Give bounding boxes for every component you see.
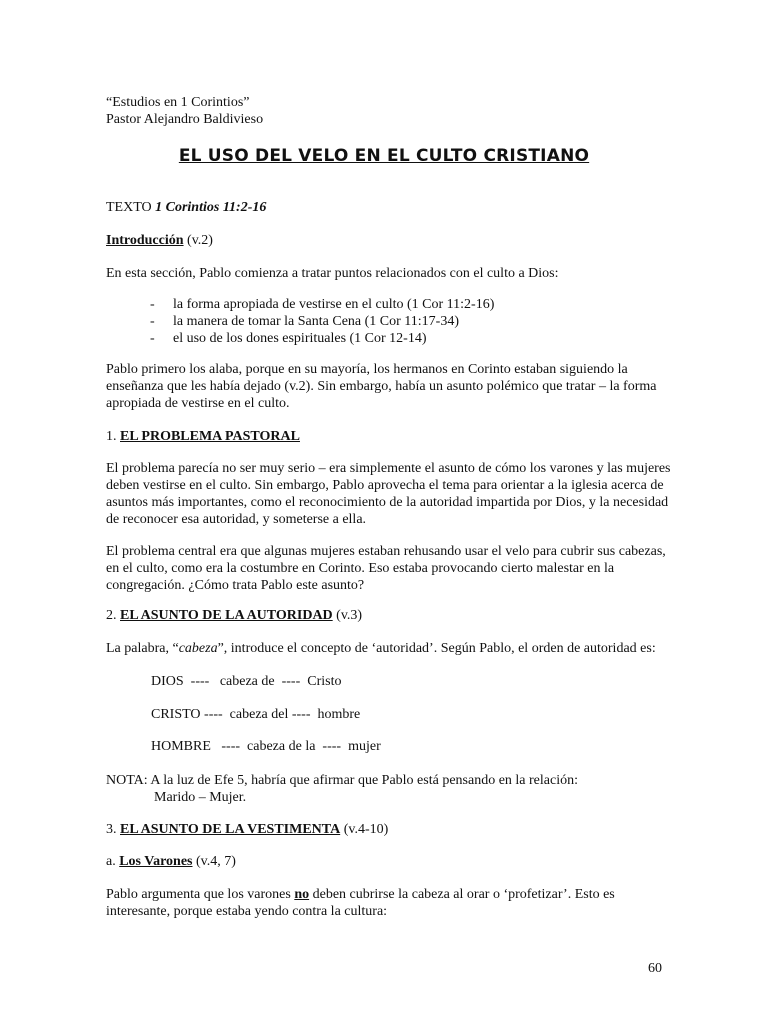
no-emphasis: no xyxy=(294,887,310,902)
subsection-a-letter: a. xyxy=(106,854,120,869)
section3-paragraph xyxy=(106,886,676,920)
section1-heading: EL PROBLEMA PASTORAL xyxy=(120,429,300,444)
section2-heading-line xyxy=(106,607,676,624)
section2-ref: (v.3) xyxy=(332,608,363,623)
dash-bullet: - xyxy=(150,297,155,312)
section3-heading: EL ASUNTO DE LA VESTIMENTA xyxy=(120,822,341,837)
list-item xyxy=(150,330,670,347)
texto-line xyxy=(106,199,676,216)
authority-order-line-2: CRISTO ---- cabeza del ---- hombre xyxy=(151,707,361,722)
section3-text-after: deben cubrirse la cabeza al orar o ‘profetizar’. Esto es interesante, porque estaba yendo contra la cultura: xyxy=(106,887,615,919)
introduccion-intro-line: En esta sección, Pablo comienza a tratar puntos relacionados con el culto a Dios: xyxy=(106,266,559,281)
section3-text-before: Pablo argumenta que los varones xyxy=(106,887,295,902)
list-item xyxy=(150,296,670,313)
introduccion-heading: Introducción xyxy=(106,233,184,248)
document-title: EL USO DEL VELO EN EL CULTO CRISTIANO xyxy=(178,146,590,166)
section1-paragraph-1: El problema parecía no ser muy serio – era simplemente el asunto de cómo los varones y las mujeres deben vestirse en el culto. Sin embargo, Pablo aprovecha el tema para orientar a la iglesia acerca de asuntos más importantes, como el reconocimiento de la autoridad impartida por Dios, y la necesidad de reconocer esa autoridad, y someterse a ella. xyxy=(106,461,671,527)
subsection-a-ref: (v.4, 7) xyxy=(192,854,236,869)
dash-bullet: - xyxy=(150,314,155,329)
section2-paragraph xyxy=(106,640,676,657)
section3-ref: (v.4-10) xyxy=(340,822,389,837)
introduccion-ref: (v.2) xyxy=(183,233,213,248)
section2-heading: EL ASUNTO DE LA AUTORIDAD xyxy=(120,608,333,623)
topics-list xyxy=(150,296,670,347)
texto-label: TEXTO xyxy=(106,200,156,215)
introduccion-paragraph: Pablo primero los alaba, porque en su mayoría, los hermanos en Corinto estaban siguiendo la enseñanza que les había dejado (v.2). Sin embargo, había un asunto polémico que tratar – la forma apropiada de vestirse en el culto. xyxy=(106,362,657,411)
section1-number: 1. xyxy=(106,429,120,444)
section3-number: 3. xyxy=(106,822,120,837)
series-title: “Estudios en 1 Corintios” xyxy=(106,95,250,110)
nota-block xyxy=(106,772,676,806)
section2-text-after: ”, introduce el concepto de ‘autoridad’. Según Pablo, el orden de autoridad es: xyxy=(217,641,656,656)
header-block xyxy=(106,94,676,128)
section2-number: 2. xyxy=(106,608,120,623)
subsection-a-heading-line xyxy=(106,853,676,870)
list-item-text: la forma apropiada de vestirse en el culto (1 Cor 11:2-16) xyxy=(173,297,495,312)
subsection-a-heading: Los Varones xyxy=(119,854,193,869)
nota-line-2: Marido – Mujer. xyxy=(154,790,247,805)
cabeza-word: cabeza xyxy=(178,641,218,656)
section2-text-before: La palabra, “ xyxy=(106,641,179,656)
texto-reference: 1 Corintios 11:2-16 xyxy=(155,200,267,215)
list-item-text: el uso de los dones espirituales (1 Cor 12-14) xyxy=(173,331,427,346)
section1-paragraph-2: El problema central era que algunas mujeres estaban rehusando usar el velo para cubrir sus cabezas, en el culto, como era la costumbre en Corinto. Eso estaba provocando cierto malestar en la congregación. ¿Cómo trata Pablo este asunto? xyxy=(106,544,666,593)
authority-order-line-3: HOMBRE ---- cabeza de la ---- mujer xyxy=(151,739,381,754)
nota-line-1: NOTA: A la luz de Efe 5, habría que afirmar que Pablo está pensando en la relación: xyxy=(106,773,578,788)
dash-bullet: - xyxy=(150,331,155,346)
author-name: Pastor Alejandro Baldivieso xyxy=(106,112,264,127)
list-item xyxy=(150,313,670,330)
authority-order-line-1: DIOS ---- cabeza de ---- Cristo xyxy=(151,674,342,689)
section1-heading-line xyxy=(106,428,676,445)
list-item-text: la manera de tomar la Santa Cena (1 Cor 11:17-34) xyxy=(173,314,459,329)
page-number: 60 xyxy=(648,961,662,976)
introduccion-heading-line xyxy=(106,232,676,249)
section3-heading-line xyxy=(106,821,676,838)
